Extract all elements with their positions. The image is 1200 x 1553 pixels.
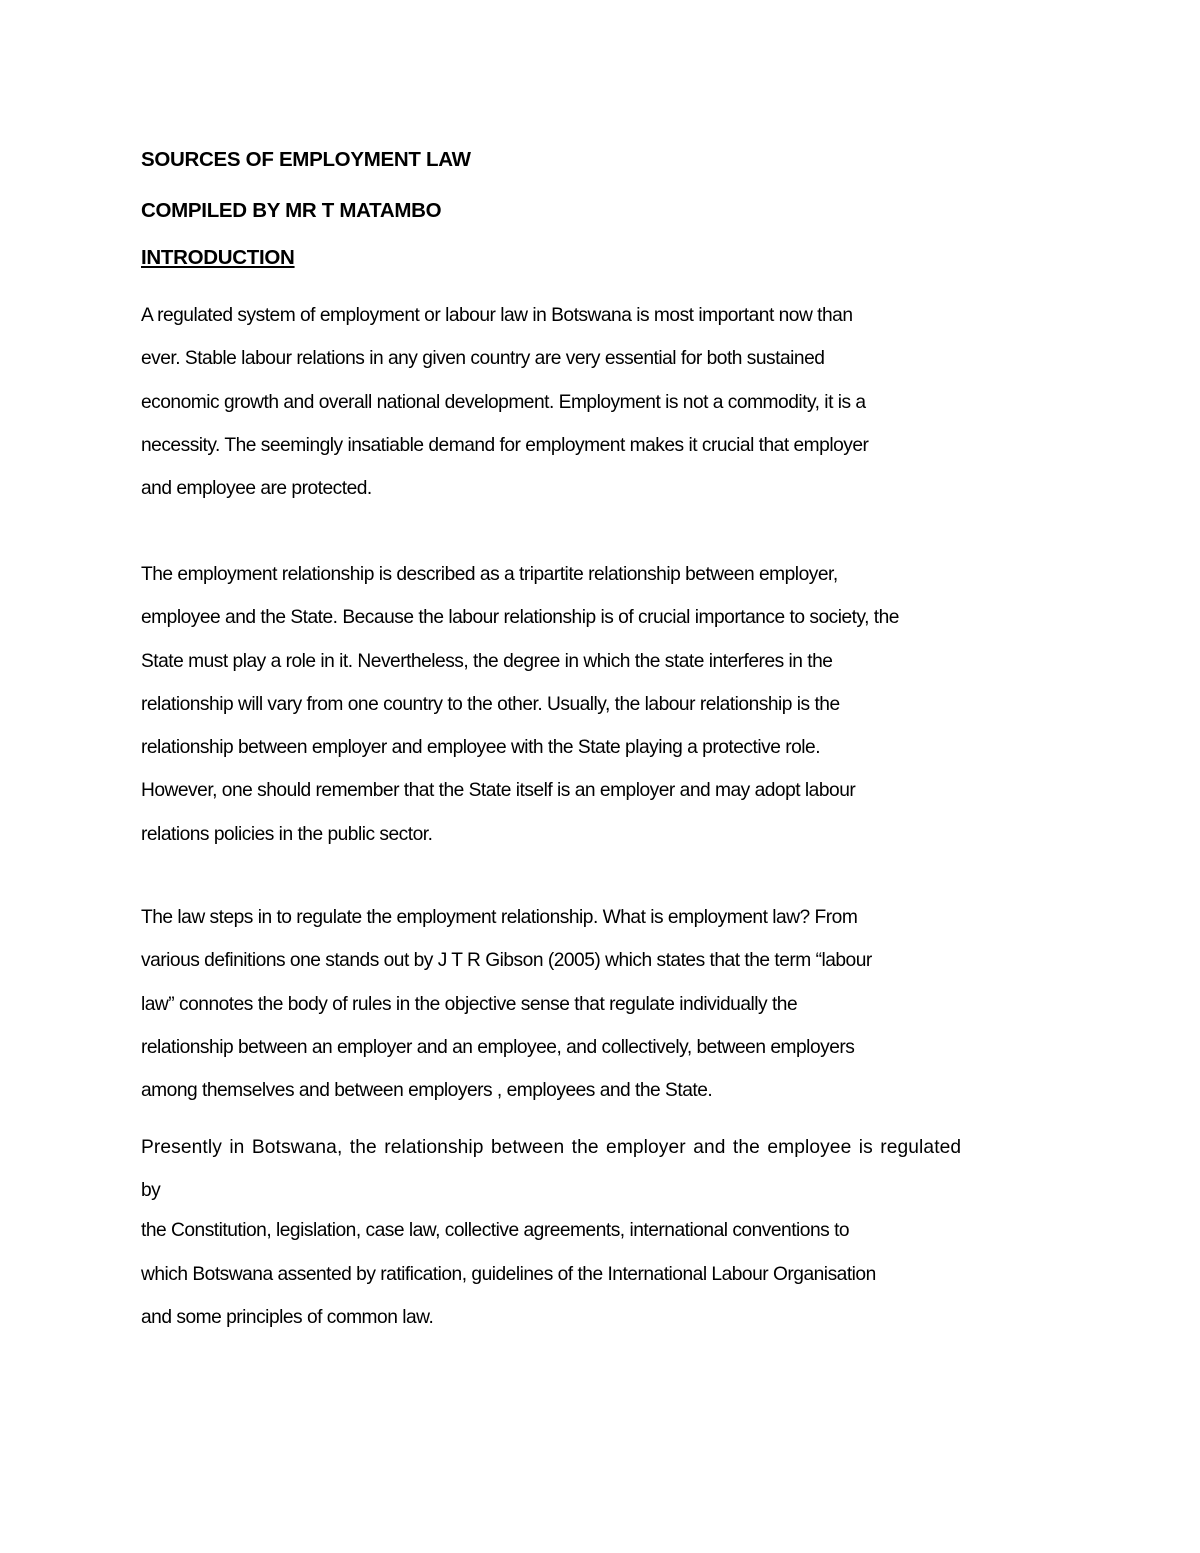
paragraph-line: State must play a role in it. Nevertheless, the degree in which the state interferes in the — [141, 650, 833, 672]
section-heading-introduction: INTRODUCTION — [141, 246, 295, 269]
paragraph-line: among themselves and between employers , employees and the State. — [141, 1080, 713, 1102]
paragraph-1 — [141, 306, 868, 522]
paragraph-line: ever. Stable labour relations in any given country are very essential for both sustained — [141, 348, 825, 370]
paragraph-line: the Constitution, legislation, case law, collective agreements, international conventions to — [141, 1220, 850, 1242]
paragraph-line: Presently in Botswana, the relationship between the employer and the employee is regulated — [141, 1137, 962, 1158]
paragraph-line: and some principles of common law. — [141, 1306, 434, 1328]
paragraph-3 — [141, 908, 872, 1124]
document-title: SOURCES OF EMPLOYMENT LAW — [141, 148, 471, 171]
paragraph-line: relations policies in the public sector. — [141, 823, 433, 845]
paragraph-line: economic growth and overall national development. Employment is not a commodity, it is a — [141, 391, 866, 413]
document-author: COMPILED BY MR T MATAMBO — [141, 199, 442, 222]
paragraph-line: necessity. The seemingly insatiable demand for employment makes it crucial that employer — [141, 434, 869, 456]
paragraph-line: relationship between employer and employee with the State playing a protective role. — [141, 737, 821, 759]
paragraph-4 — [141, 1138, 961, 1351]
paragraph-line: The employment relationship is described as a tripartite relationship between employer, — [141, 564, 838, 585]
paragraph-2 — [141, 565, 899, 868]
paragraph-line: relationship will vary from one country to the other. Usually, the labour relationship is the — [141, 693, 840, 715]
paragraph-line: However, one should remember that the State itself is an employer and may adopt labour — [141, 780, 856, 802]
paragraph-line: law” connotes the body of rules in the objective sense that regulate individually the — [141, 993, 798, 1015]
paragraph-line: which Botswana assented by ratification, guidelines of the International Labour Organisation — [141, 1263, 876, 1285]
paragraph-line: and employee are protected. — [141, 478, 372, 500]
paragraph-line: A regulated system of employment or labour law in Botswana is most important now than — [141, 305, 853, 326]
paragraph-line: by — [141, 1180, 161, 1202]
paragraph-line: The law steps in to regulate the employment relationship. What is employment law? From — [141, 907, 858, 928]
paragraph-line: relationship between an employer and an employee, and collectively, between employers — [141, 1036, 855, 1058]
paragraph-line: employee and the State. Because the labour relationship is of crucial importance to society, the — [141, 607, 899, 629]
paragraph-line: various definitions one stands out by J T R Gibson (2005) which states that the term “labour — [141, 950, 872, 972]
